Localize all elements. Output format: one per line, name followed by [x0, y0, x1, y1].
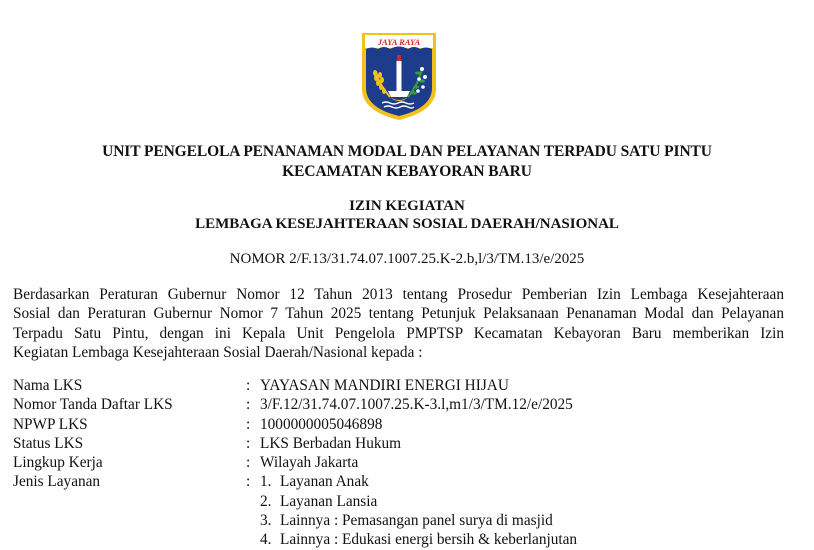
service-item — [260, 530, 577, 549]
item-text: Layanan Anak — [280, 473, 369, 491]
paragraph-line: Berdasarkan Peraturan Gubernur Nomor 12 Tahun 2013 tentang Prosedur Pemberian Izin Lembaga Kesejahteraan — [13, 286, 784, 303]
field-colon: : — [246, 473, 251, 491]
field-label: NPWP LKS — [13, 415, 88, 433]
service-item — [260, 511, 553, 530]
item-number: 4. — [260, 531, 272, 549]
item-number: 1. — [260, 473, 272, 491]
agency-name: UNIT PENGELOLA PENANAMAN MODAL DAN PELAYANAN TERPADU SATU PINTU — [102, 143, 712, 160]
item-text: Lainnya : Edukasi energi bersih & keberlanjutan — [280, 531, 578, 549]
service-item — [260, 492, 377, 511]
paragraph-line: Sosial dan Peraturan Gubernur Nomor 7 Tahun 2025 tentang Petunjuk Pelaksanaan Penanaman Modal dan Pelayanan — [13, 305, 784, 323]
field-value: YAYASAN MANDIRI ENERGI HIJAU — [260, 377, 509, 394]
field-label: Nomor Tanda Daftar LKS — [13, 396, 173, 414]
service-item — [260, 472, 369, 491]
paragraph-line: Terpadu Satu Pintu, dengan ini Kepala Unit Pengelola PMPTSP Kecamatan Kebayoran Baru memberikan Izin — [13, 324, 784, 342]
field-value: LKS Berbadan Hukum — [260, 434, 402, 452]
item-text: Lainnya : Pemasangan panel surya di masjid — [280, 512, 553, 530]
paragraph-line: Kegiatan Lembaga Kesejahteraan Sosial Daerah/Nasional kepada : — [13, 344, 423, 362]
intro-paragraph — [13, 285, 784, 363]
item-number: 2. — [260, 492, 272, 510]
district-name: KECAMATAN KEBAYORAN BARU — [282, 163, 532, 180]
field-colon: : — [246, 377, 251, 394]
field-colon: : — [246, 454, 251, 472]
document-subtitle: LEMBAGA KESEJAHTERAAN SOSIAL DAERAH/NASIONAL — [195, 216, 619, 232]
field-value: Wilayah Jakarta — [260, 454, 359, 472]
field-colon: : — [246, 434, 251, 452]
item-text: Layanan Lansia — [280, 492, 378, 510]
field-colon: : — [246, 396, 251, 414]
field-label: Lingkup Kerja — [13, 454, 103, 472]
field-label: Status LKS — [13, 434, 84, 452]
coat-of-arms-icon — [360, 31, 438, 121]
field-value: 1000000005046898 — [260, 415, 383, 433]
field-label: Jenis Layanan — [13, 473, 101, 491]
field-value: 3/F.12/31.74.07.1007.25.K-3.l,m1/3/TM.12/e/2025 — [260, 396, 573, 414]
jakarta-coat-of-arms-logo — [360, 31, 438, 121]
svg-text:JAYA RAYA: JAYA RAYA — [377, 37, 421, 47]
item-number: 3. — [260, 512, 272, 530]
field-label: Nama LKS — [13, 377, 83, 394]
document-number: NOMOR 2/F.13/31.74.07.1007.25.K-2.b,l/3/TM.13/e/2025 — [229, 251, 585, 267]
document-title: IZIN KEGIATAN — [349, 198, 465, 214]
field-colon: : — [246, 415, 251, 433]
